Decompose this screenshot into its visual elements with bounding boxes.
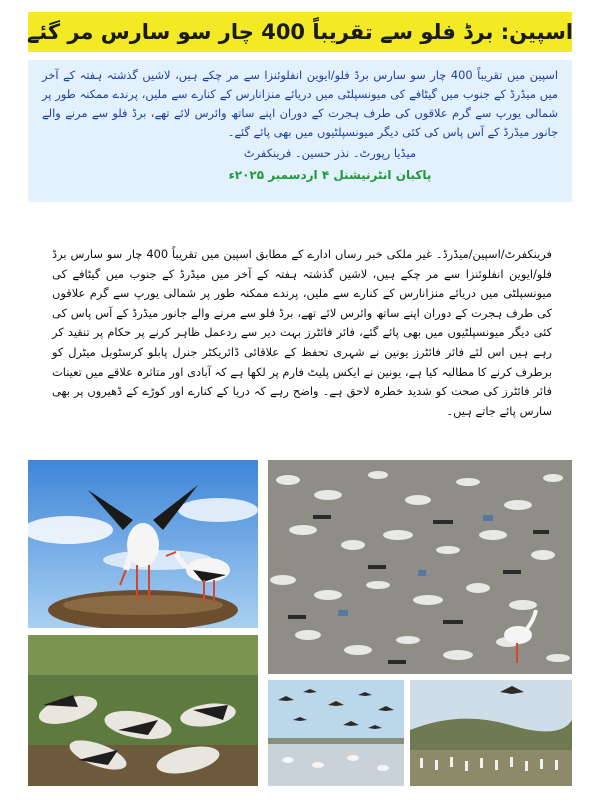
storks-in-field-photo xyxy=(410,680,572,786)
summary-text: اسپین میں تقریباً 400 چار سو سارس برڈ فلو/ایوین انفلوئنزا سے مر چکے ہیں، لاشیں گذشتہ ہفتہ کے آخر میں میڈرڈ کے جنوب میں گیٹافے کی میونسپلٹی میں دریائے منزانارس کے کنارے سے ملیں، پرندے ممکنہ طور پر شمالی یورپ سے گرم علاقوں کی طرف ہجرت کے دوران اپنے ساتھ وائرس لائے تھے، برڈ فلو سے مرنے والے جانور میڈرڈ کے آس پاس کی کئی دیگر میونسپلٹیوں میں بھی پائے گئے۔ xyxy=(42,68,558,139)
storks-flying-over-water-photo xyxy=(268,680,404,786)
dead-storks-on-ground-photo xyxy=(28,635,258,786)
storks-on-nest-photo xyxy=(28,460,258,628)
publication-source: پاکبان انٹرنیشنل ۴ اردسمبر ۲۰۲۵ء xyxy=(228,168,432,182)
article-body: فرینکفرٹ/اسپین/میڈرڈ۔ غیر ملکی خبر رساں ادارے کے مطابق اسپین میں تقریباً 400 چار سو سارس برڈ فلو/ایوین انفلوئنزا سے مر چکے ہیں، لاشیں گذشتہ ہفتہ کے آخر میں میڈرڈ کے جنوب میں گیٹافے کی میونسپلٹی میں دریائے منزانارس کے کنارے سے ملیں، پرندے ممکنہ طور پر شمالی یورپ سے گرم علاقوں کی طرف ہجرت کے دوران اپنے ساتھ وائرس لائے تھے، برڈ فلو سے مرنے والے جانور میڈرڈ کے آس پاس کی کئی دیگر میونسپلٹیوں میں بھی پائے گئے، فائر فائٹرز بہت دیر سے ردعمل ظاہر کرنے پر حکام پر تنقید کر رہے ہیں اس لئے فائر فائٹرز یونین نے شہری تحفظ کے علاقائی ڈائریکٹر جنرل پابلو کرسٹوبل میٹرل کو برطرف کرنے کا مطالبہ کیا ہے، یونین نے ایکس پلیٹ فارم پر لکھا ہے کہ آبادی اور متاثرہ علاقے میں تعینات فائر فائٹرز کی صحت کو شدید خطرہ لاحق ہے۔ واضح رہے کہ دریا کے کنارے اور کوڑے کے ڈھیروں پر بھی سارس پائے جاتے ہیں۔ xyxy=(52,247,552,418)
title-banner xyxy=(28,12,572,52)
photo-collage xyxy=(28,460,572,786)
media-report-credit: میڈیا رپورٹ۔ نذر حسین۔ فرینکفرٹ xyxy=(243,146,417,160)
summary-box xyxy=(28,60,572,202)
article-title: اسپین: برڈ فلو سے تقریباً 400 چار سو سارس مر گئے xyxy=(26,20,574,44)
storks-on-landfill-photo xyxy=(268,460,572,674)
